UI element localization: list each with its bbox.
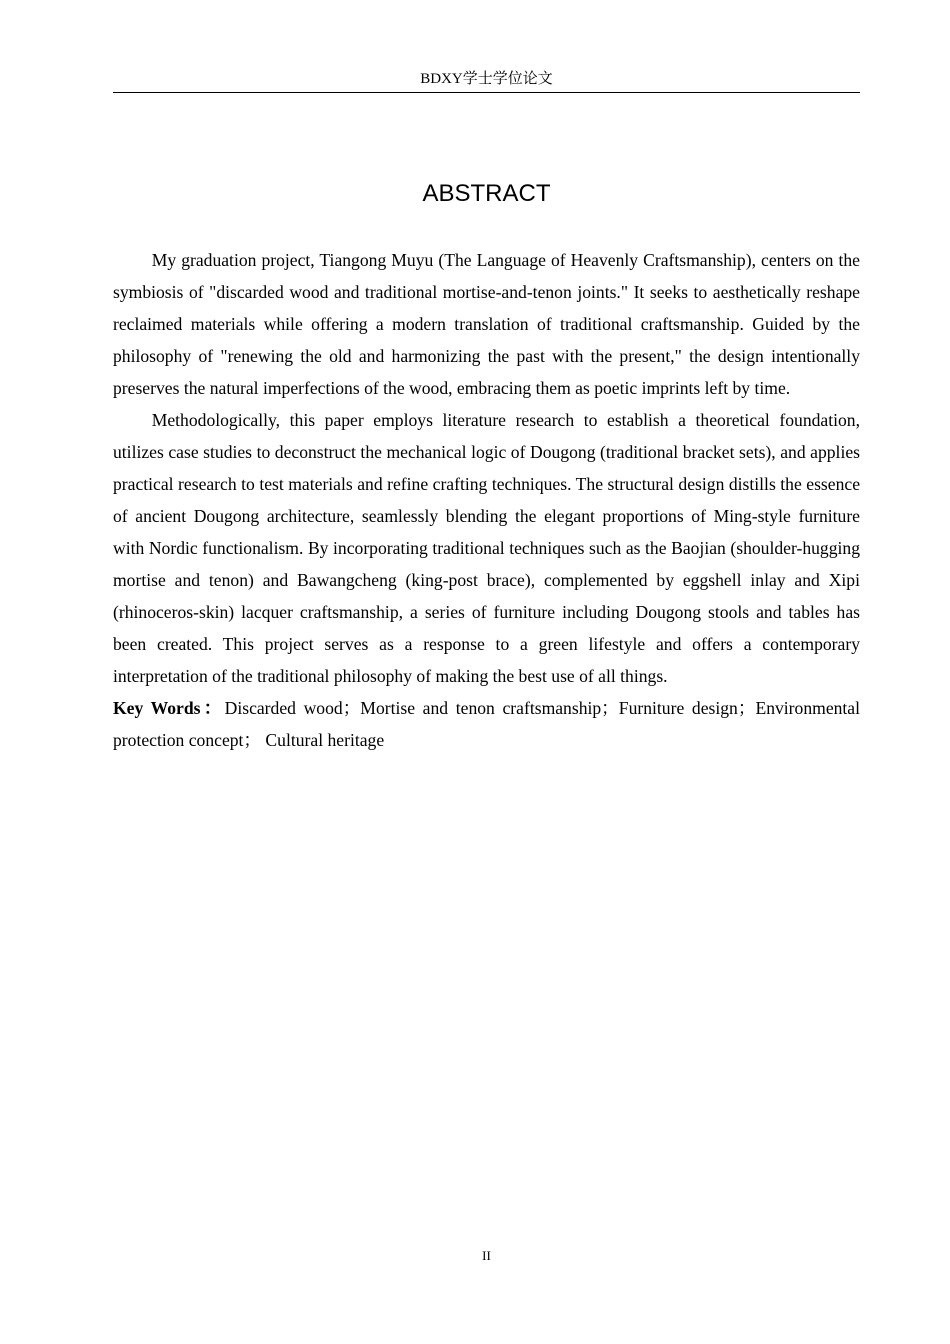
- abstract-paragraph-2: Methodologically, this paper employs literature research to establish a theoretical foundation, utilizes case studies to deconstruct the mechanical logic of Dougong (traditional bracket sets), and applies practical research to test materials and refine crafting techniques. The structural design distills the essence of ancient Dougong architecture, seamlessly blending the elegant proportions of Ming-style furniture with Nordic functionalism. By incorporating traditional techniques such as the Baojian (shoulder-hugging mortise and tenon) and Bawangcheng (king-post brace), complemented by eggshell inlay and Xipi (rhinoceros-skin) lacquer craftsmanship, a series of furniture including Dougong stools and tables has been created. This project serves as a response to a green lifestyle and offers a contemporary interpretation of the traditional philosophy of making the best use of all things.: [113, 410, 860, 686]
- keywords-text: Discarded wood；Mortise and tenon craftsmanship；Furniture design；Environmental protection concept； Cultural heritage: [113, 698, 861, 750]
- abstract-title: ABSTRACT: [422, 180, 551, 207]
- keywords-label: Key Words：: [113, 698, 225, 718]
- running-header: [113, 66, 860, 93]
- running-header-text: BDXY学士学位论文: [420, 71, 553, 87]
- abstract-paragraph-1: My graduation project, Tiangong Muyu (The Language of Heavenly Craftsmanship), centers on the symbiosis of "discarded wood and traditional mortise-and-tenon joints." It seeks to aesthetically reshape reclaimed materials while offering a modern translation of traditional craftsmanship. Guided by the philosophy of "renewing the old and harmonizing the past with the present," the design intentionally preserves the natural imperfections of the wood, embracing them as poetic imprints left by time.: [113, 250, 860, 398]
- keywords-line: [113, 692, 860, 756]
- abstract-body: [113, 244, 860, 756]
- page-number: II: [482, 1248, 491, 1263]
